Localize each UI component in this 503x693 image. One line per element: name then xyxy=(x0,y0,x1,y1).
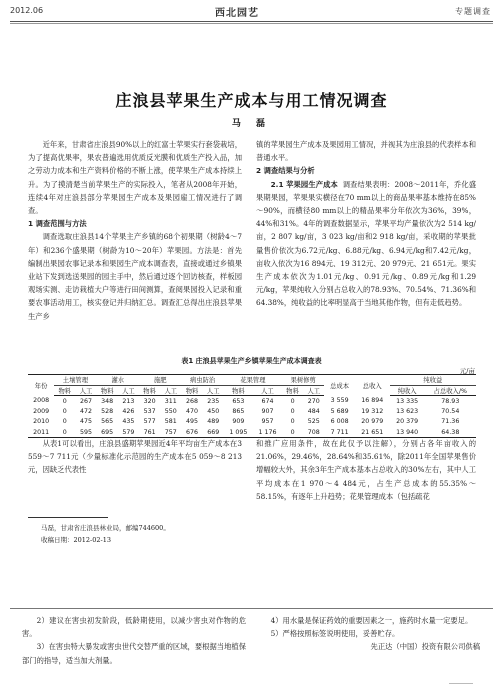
header-material: 物料 xyxy=(97,385,118,396)
footnote xyxy=(28,522,242,546)
running-header xyxy=(0,0,503,40)
table-cell: 0 xyxy=(62,418,67,426)
header-group-pest: 病虫防治 xyxy=(181,375,223,386)
table-cell: 0 xyxy=(290,407,295,415)
advice-item-2: 2）建议在害虫初发阶段，低龄期使用，以减少害虫对作物的危害。 xyxy=(22,616,246,639)
table-cell-year: 2009 xyxy=(33,407,50,415)
header-group-fertilizer: 施肥 xyxy=(139,375,181,386)
table-cell: 761 xyxy=(139,427,160,438)
table-cell: 450 xyxy=(207,407,220,415)
table-cell: 489 xyxy=(207,418,220,426)
table-cell: 957 xyxy=(261,418,274,426)
header-divider-thin xyxy=(10,23,493,24)
table-row xyxy=(28,406,476,417)
header-material: 物料 xyxy=(139,385,160,396)
table-cell: 71.36 xyxy=(441,418,460,426)
table-cell-year: 2010 xyxy=(33,418,50,426)
footnote-divider xyxy=(28,517,108,518)
header-group-flower: 花果管理 xyxy=(224,375,282,386)
issue-date: 2012.06 xyxy=(10,6,44,15)
after-table-right xyxy=(256,437,476,503)
table-cell: 653 xyxy=(232,397,245,405)
header-net: 纯收入 xyxy=(390,385,425,396)
header-share: 占总收入/% xyxy=(425,385,476,396)
table-body xyxy=(28,396,476,438)
table-cell: 579 xyxy=(118,427,139,438)
header-labor: 人工 xyxy=(118,385,139,396)
header-labor: 人工 xyxy=(160,385,181,396)
header-total-cost: 总成本 xyxy=(324,375,354,396)
header-labor: 人工 xyxy=(75,385,96,396)
table-cell: 525 xyxy=(307,418,320,426)
table-cell: 7 711 xyxy=(324,427,354,438)
header-labor: 人工 xyxy=(303,385,324,396)
table-cell: 470 xyxy=(185,407,199,415)
table-cell: 13 623 xyxy=(396,407,419,415)
table-cell: 1 095 xyxy=(224,427,253,438)
table-cell: 20 379 xyxy=(396,418,419,426)
table-cell: 669 xyxy=(203,427,224,438)
table-cell: 78.93 xyxy=(441,397,460,405)
header-divider xyxy=(10,21,493,22)
right-column xyxy=(256,138,476,310)
table-cell: 0 xyxy=(282,427,303,438)
table-cell: 595 xyxy=(75,427,96,438)
table-cell: 757 xyxy=(160,427,181,438)
after-table-left xyxy=(28,437,242,477)
table-cell: 213 xyxy=(122,397,135,405)
table-row xyxy=(28,417,476,428)
table-cell: 0 xyxy=(54,427,75,438)
table-cell: 268 xyxy=(185,397,199,405)
page-corner-mark xyxy=(449,683,473,684)
header-material: 物料 xyxy=(224,385,253,396)
results-text: 调查结果表明：2008～2011年，乔化盛果期果园，苹果果实横径在70 mm以上的商品果率基本维持在85%～90%，而横径80 mm以上的精品果率分年依次为36%，39%，44%和31%。4年的调查数据显示，苹果平均产量依次为2 514 kg/亩，2 807 kg/亩，3 023 kg/亩和2 918 kg/亩，采收期的苹果批量售价依次为6.72元/kg、6.88元/kg、6.94元/kg和7.42元/kg，亩收入依次为16 894元、19 312元、20 979元、21 651元。果实生产成本依次为1.01元/kg、0.91元/kg、0.89元/kg和1.29元/kg，苹果纯收入分别占总收入的78.93%、70.54%、71.36%和64.38%，纯收益的比率明显高于当地其他作物，但有走低趋势。 xyxy=(256,179,477,308)
table-cell: 0 xyxy=(290,397,295,405)
table-cell-year: 2008 xyxy=(33,397,50,405)
table-row xyxy=(28,427,476,438)
method-paragraph: 调查选取庄浪县14个苹果主产乡镇的68个初果期（树龄4～7年）和236个盛果期（树龄为10～20年）苹果园。方法是：首先编制出果园农事记录本和果园生产成本调查表，直接或通过乡镇果业站下发到选送果园的园主手中，然后通过逐个回访核查，样板园观场实测、走访栽植大户等进行田间测算，查阅果园投入记录和重要农事活动用工，核实登记并归纳汇总。调查汇总得出庄浪县苹果生产乡 xyxy=(28,232,242,321)
section-name: 专题调查 xyxy=(455,7,491,16)
table-cell: 565 xyxy=(101,418,114,426)
intro-paragraph: 近年来，甘肃省庄浪县90%以上的红富士苹果实行套袋栽培，为了提高优果率，果农普遍选用优质反光膜和优质生产投入品，加之劳动力成本和生产资料价格的不断上涨，使苹果生产成本持续上升。为了摸清楚当前苹果生产的实际投入，笔者从2008年开始，连续4年对庄浪县部分苹果园生产成本及果园雇工情况进行了调查。 xyxy=(28,140,242,216)
table-cell: 865 xyxy=(232,407,245,415)
table-cell: 267 xyxy=(79,397,92,405)
table-cell-year: 2011 xyxy=(28,427,54,438)
table-cell: 20 979 xyxy=(361,418,384,426)
table-cell: 909 xyxy=(232,418,245,426)
table-cell: 581 xyxy=(164,418,177,426)
header-group-pruning: 果树修剪 xyxy=(282,375,324,386)
contributor-signoff: 先正达（中国）投资有限公司供稿 xyxy=(370,642,480,652)
article-title: 庄浪县苹果生产成本与用工情况调查 xyxy=(115,91,388,110)
author-info: 马磊，甘肃省庄浪县林业局，邮编744600。 xyxy=(41,524,170,532)
table-unit: 元/亩 xyxy=(459,367,475,375)
table-cell: 64.38 xyxy=(425,427,476,438)
subsection-heading-2-1: 2.1 苹果园生产成本 xyxy=(270,179,338,189)
table-cell: 907 xyxy=(261,407,274,415)
table-cell: 472 xyxy=(79,407,92,415)
next-article-left xyxy=(22,614,246,667)
table-cell: 0 xyxy=(290,418,295,426)
header-year: 年份 xyxy=(28,375,54,396)
table-caption: 表1 庄浪县苹果生产乡镇苹果生产成本调查表 xyxy=(181,357,322,365)
table-cell: 484 xyxy=(307,407,320,415)
table-cell: 13 940 xyxy=(390,427,425,438)
table-cell: 5 689 xyxy=(330,407,349,415)
header-material: 物料 xyxy=(181,385,202,396)
header-group-irrigation: 灌水 xyxy=(97,375,139,386)
table-cell: 0 xyxy=(62,407,67,415)
discussion-paragraph: 从表1可以看出，庄浪县盛期苹果园近4年平均亩生产成本在3 559～7 711元（少量标准化示范园的生产成本在5 059～8 213元，因缺乏代表性 xyxy=(28,439,242,475)
table-cell: 270 xyxy=(307,397,320,405)
table-cell: 435 xyxy=(122,418,135,426)
advice-item-5: 5）严格按照标签说明使用，妥善贮存。 xyxy=(270,629,400,639)
discussion-paragraph-cont: 和推广应用条件，故在此仅予以注解），分别占各年亩收入的21.06%，29.46%，28.64%和35.61%，除2011年全国苹果售价增幅较大外，其余3年生产成本基本占总收入的30%左右，其中人工平均成本在1 970～4 484元，占生产总成本的55.35%～58.15%，有逐年上升趋势；花果管理成本（包括疏花 xyxy=(256,439,476,501)
table-cell: 21 651 xyxy=(355,427,390,438)
header-labor: 人工 xyxy=(203,385,224,396)
table-cell: 1 176 xyxy=(253,427,282,438)
table-cell: 537 xyxy=(143,407,156,415)
header-total-income: 总收入 xyxy=(355,375,390,396)
section-heading-1: 1 调查范围与方法 xyxy=(28,219,87,229)
received-date: 收稿日期：2012-02-13 xyxy=(41,536,111,544)
section-divider xyxy=(10,608,493,609)
table-cell: 70.54 xyxy=(441,407,460,415)
table-cell: 475 xyxy=(79,418,92,426)
article-author: 马 磊 xyxy=(231,119,272,129)
table-row xyxy=(28,396,476,407)
advice-item-4: 4）用水量是保证药效的重要因素之一，施药时水量一定要足。 xyxy=(270,616,473,625)
header-material: 物料 xyxy=(54,385,75,396)
table-cell: 426 xyxy=(122,407,135,415)
left-column xyxy=(28,138,242,323)
table-cell: 695 xyxy=(97,427,118,438)
journal-name: 西北园艺 xyxy=(215,8,259,19)
table-cell: 320 xyxy=(143,397,156,405)
table-cell: 674 xyxy=(261,397,274,405)
table-cell: 495 xyxy=(185,418,199,426)
table-cell: 348 xyxy=(101,397,114,405)
table-cell: 16 894 xyxy=(361,397,384,405)
header-net-income: 纯收益 xyxy=(390,375,476,386)
header-group-soil: 土壤管理 xyxy=(54,375,96,386)
table-cell: 528 xyxy=(101,407,114,415)
results-paragraph xyxy=(256,178,476,310)
cost-table xyxy=(28,374,476,438)
table-cell: 550 xyxy=(164,407,177,415)
method-paragraph-cont: 镇的苹果园生产成本及果园用工情况，并视其为庄浪县的代表样本和普通水平。 xyxy=(256,140,476,163)
table-cell: 708 xyxy=(303,427,324,438)
table-cell: 676 xyxy=(181,427,202,438)
table-cell: 311 xyxy=(164,397,177,405)
table-cell: 235 xyxy=(207,397,220,405)
table-cell: 6 008 xyxy=(330,418,349,426)
table-cell: 577 xyxy=(143,418,156,426)
table-cell: 3 559 xyxy=(330,397,349,405)
header-labor: 人工 xyxy=(253,385,282,396)
header-material: 物料 xyxy=(282,385,303,396)
table-cell: 13 335 xyxy=(396,397,419,405)
advice-item-3: 3）在害虫特大暴发或害虫世代交替严重的区域，要根据当地植保部门的指导，适当加大剂量。 xyxy=(22,642,246,665)
table-cell: 0 xyxy=(62,397,67,405)
next-article-right xyxy=(256,614,480,654)
table-cell: 19 312 xyxy=(361,407,384,415)
section-heading-2: 2 调查结果与分析 xyxy=(256,166,315,176)
